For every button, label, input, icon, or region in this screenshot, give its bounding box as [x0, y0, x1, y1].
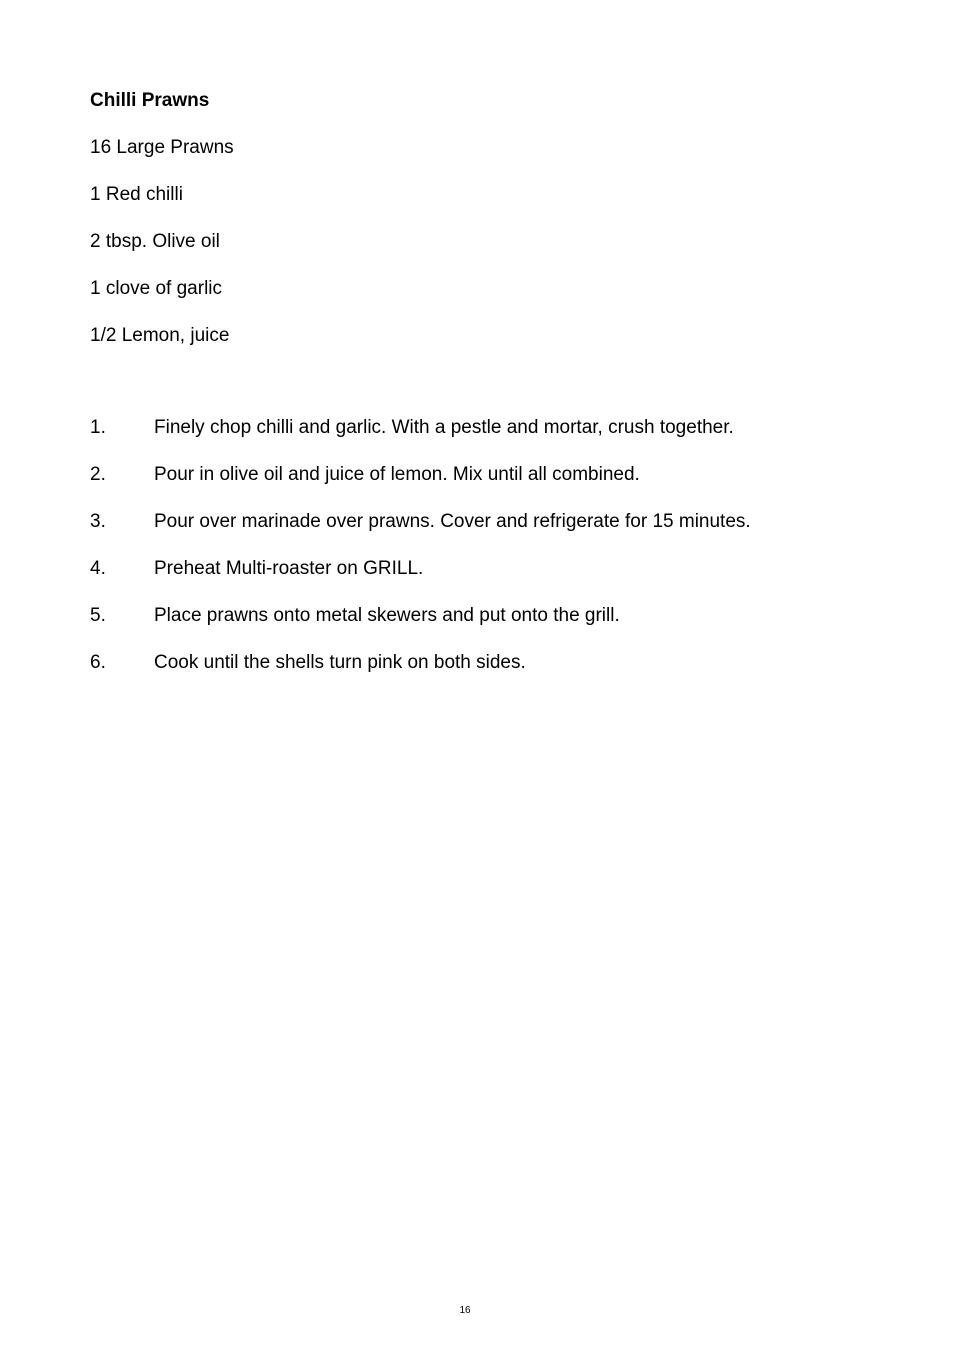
ingredient-item: 2 tbsp. Olive oil: [90, 231, 220, 252]
step-text: Finely chop chilli and garlic. With a pestle and mortar, crush together.: [154, 417, 734, 438]
step-item: [90, 416, 751, 440]
step-text: Place prawns onto metal skewers and put onto the grill.: [154, 605, 620, 626]
step-number: 2.: [90, 464, 106, 485]
step-number: 1.: [90, 417, 106, 438]
page-number: 16: [459, 1305, 471, 1316]
method-steps: [90, 416, 751, 698]
step-number: 3.: [90, 511, 106, 532]
step-number: 6.: [90, 652, 106, 673]
step-text: Pour over marinade over prawns. Cover and refrigerate for 15 minutes.: [154, 511, 751, 532]
ingredient-list: [90, 136, 234, 371]
ingredient-item: 1 Red chilli: [90, 184, 183, 205]
step-item: [90, 651, 751, 675]
step-item: [90, 463, 751, 487]
step-text: Pour in olive oil and juice of lemon. Mix until all combined.: [154, 464, 640, 485]
recipe-title: Chilli Prawns: [90, 90, 210, 111]
step-number: 4.: [90, 558, 106, 579]
step-item: [90, 604, 751, 628]
ingredient-item: 1/2 Lemon, juice: [90, 325, 230, 346]
step-number: 5.: [90, 605, 106, 626]
ingredient-item: 1 clove of garlic: [90, 278, 223, 299]
step-item: [90, 510, 751, 534]
step-text: Preheat Multi-roaster on GRILL.: [154, 558, 424, 579]
step-text: Cook until the shells turn pink on both sides.: [154, 652, 526, 673]
step-item: [90, 557, 751, 581]
ingredient-item: 16 Large Prawns: [90, 137, 234, 158]
